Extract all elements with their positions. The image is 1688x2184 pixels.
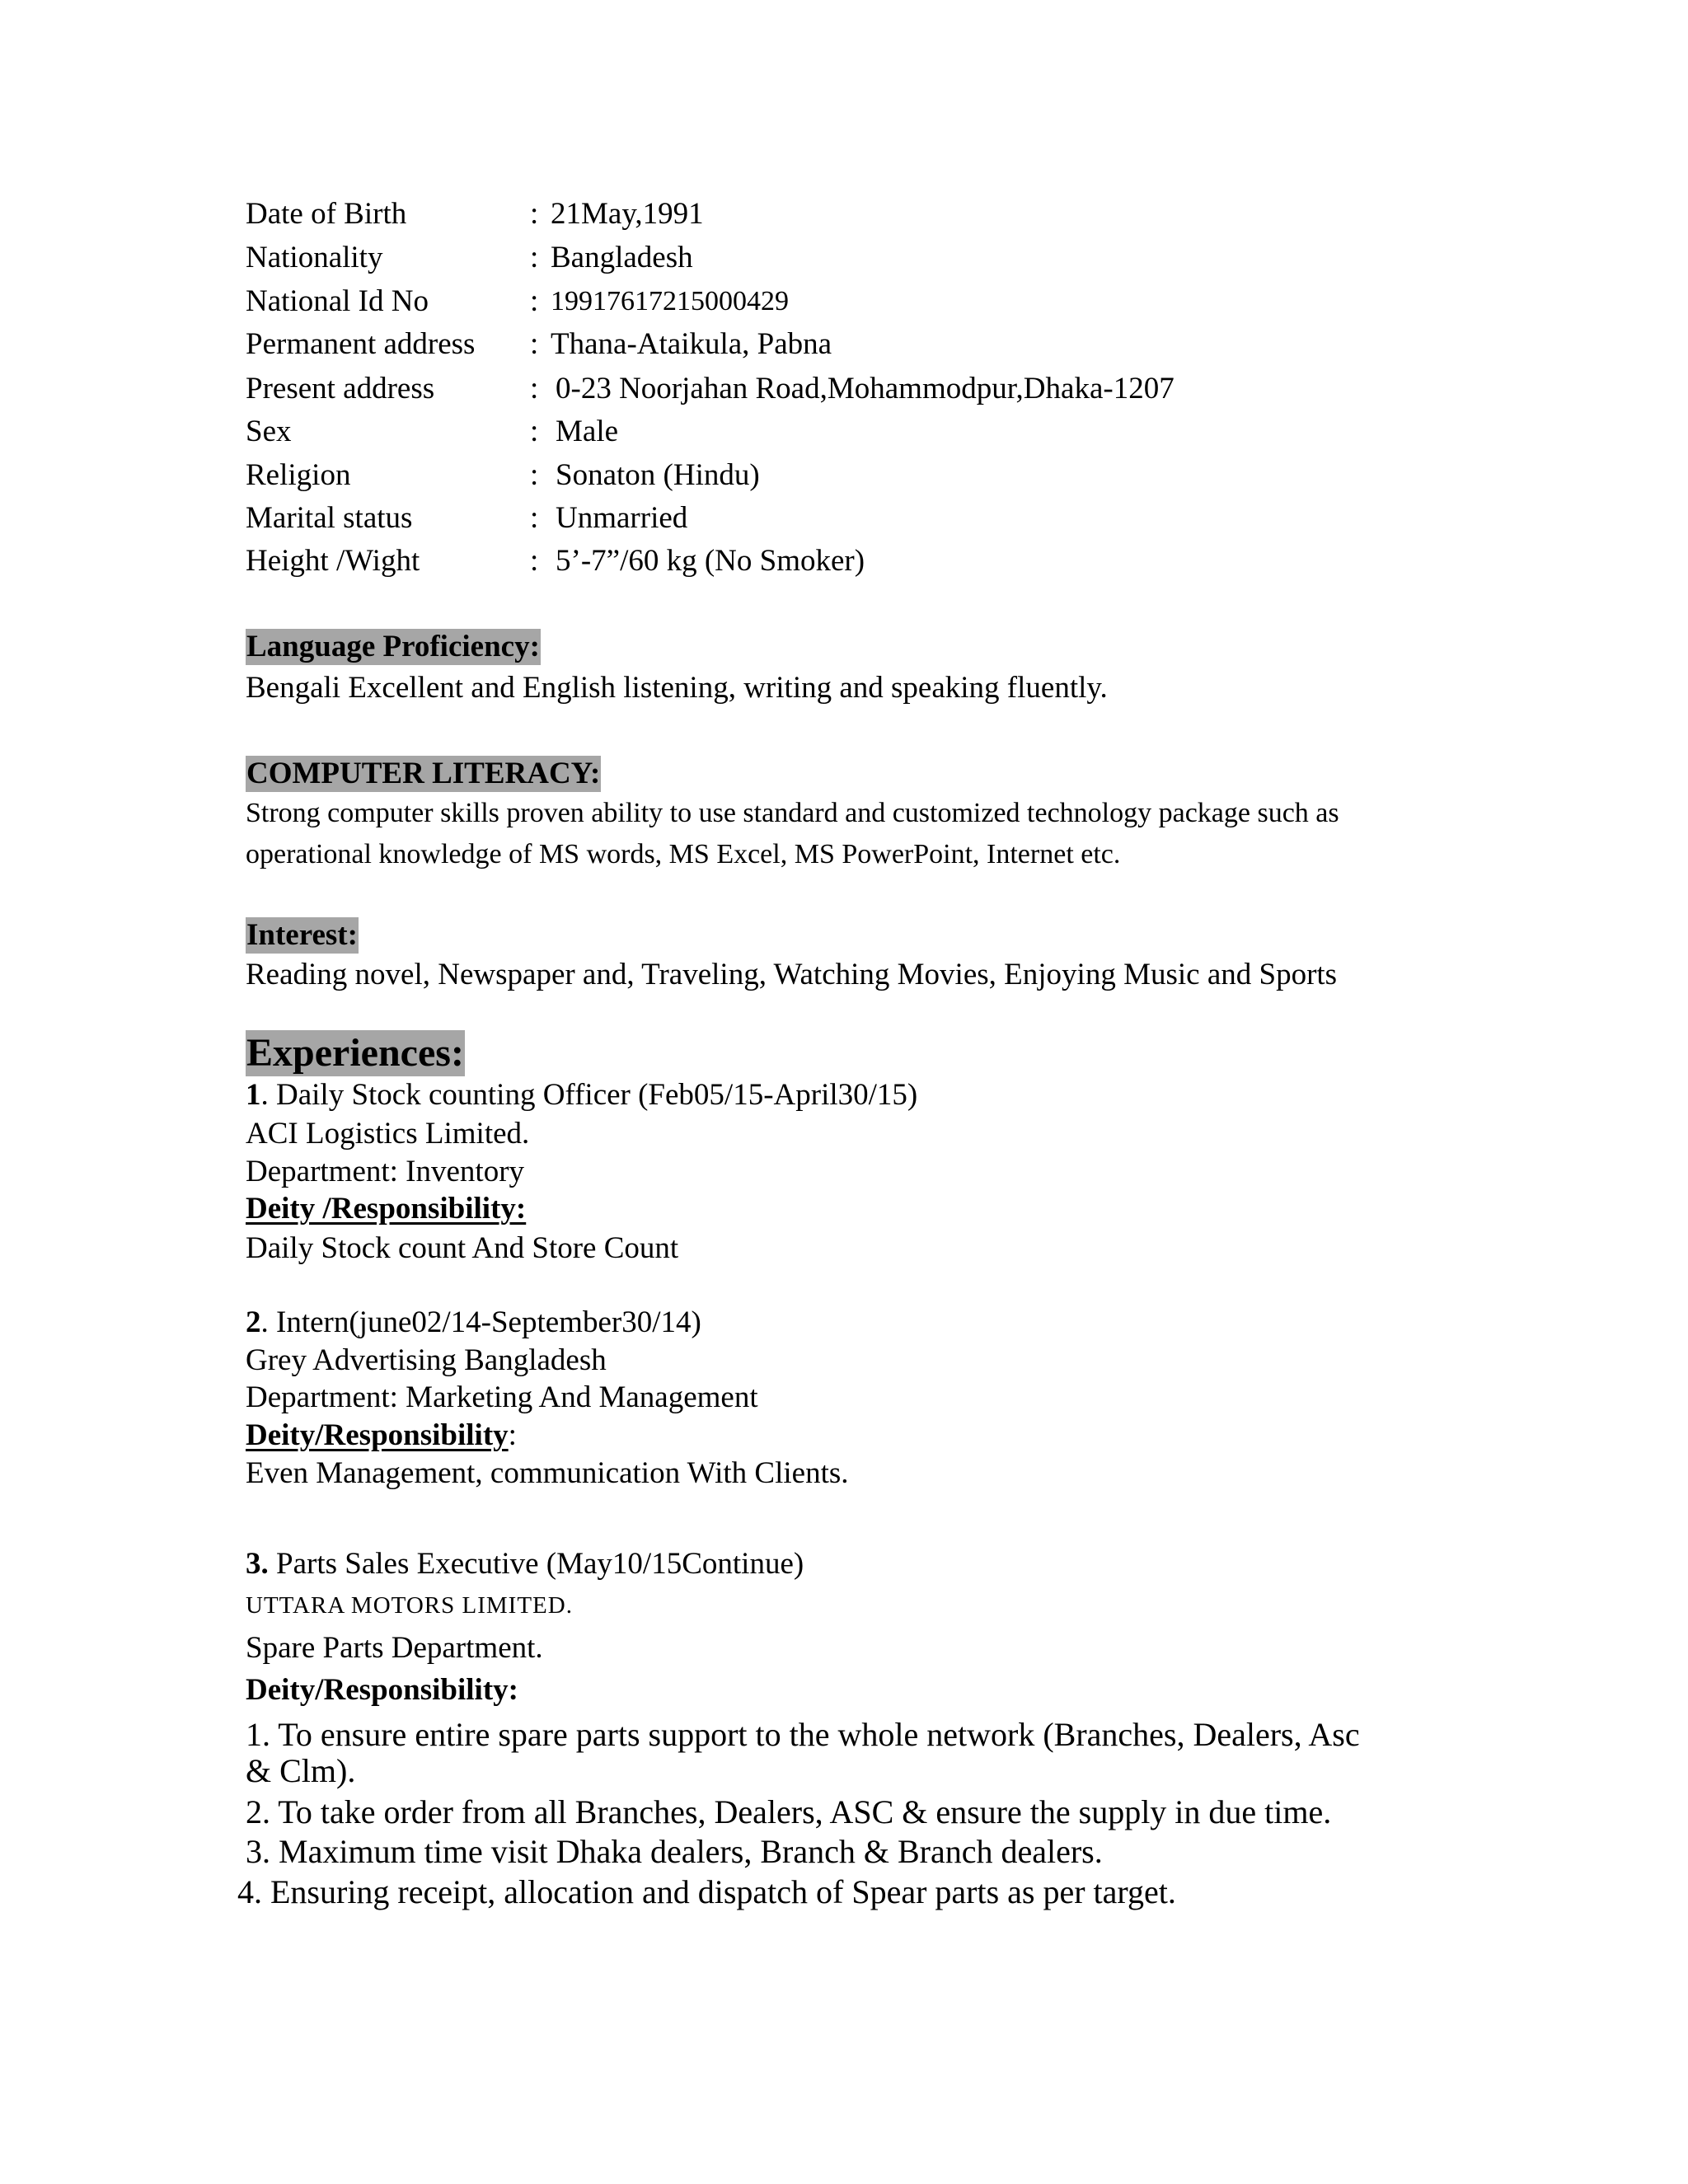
info-label: Date of Birth [246,197,407,231]
job-company: ACI Logistics Limited. [246,1117,530,1151]
language-heading: Language Proficiency: [246,630,540,663]
language-text: Bengali Excellent and English listening, writing and speaking fluently. [246,671,1108,705]
info-value: Unmarried [556,501,688,535]
info-colon: : [530,544,539,578]
job-number: 1 [246,1078,261,1112]
duty-item: 2. To take order from all Branches, Dealers, ASC & ensure the supply in due time. [246,1793,1332,1830]
job-company: Grey Advertising Bangladesh [246,1343,607,1377]
job-title-text: Parts Sales Executive (May10/15Continue) [268,1547,804,1581]
job-title [246,1545,804,1583]
job-responsibility-text: Even Management, communication With Clients. [246,1456,849,1490]
job-responsibility-label: Deity/Responsibility: [246,1673,518,1707]
job-department: Department: Inventory [246,1155,525,1188]
info-value: 19917617215000429 [551,286,789,316]
info-value: 5’-7”/60 kg (No Smoker) [556,544,865,578]
duty-item: & Clm). [246,1752,356,1789]
info-colon: : [530,327,539,361]
interest-text: Reading novel, Newspaper and, Traveling, Watching Movies, Enjoying Music and Sports [246,958,1338,991]
info-label: Permanent address [246,327,476,361]
info-colon: : [530,197,539,231]
job-department: Department: Marketing And Management [246,1380,758,1414]
info-label: Height /Wight [246,544,420,578]
info-value: 0-23 Noorjahan Road,Mohammodpur,Dhaka-1207 [556,372,1175,405]
info-value: Male [556,415,619,448]
job-title-text: . Intern(june02/14-September30/14) [260,1305,701,1339]
info-value: 21May,1991 [551,197,704,231]
info-colon: : [530,284,539,318]
job-title-text: . Daily Stock counting Officer (Feb05/15-April30/15) [260,1078,918,1112]
job-responsibility-text: Daily Stock count And Store Count [246,1231,679,1265]
responsibility-label-text: Deity/Responsibility [246,1418,509,1452]
info-label: Sex [246,415,292,448]
info-label: Marital status [246,501,413,535]
info-value: Bangladesh [551,241,693,274]
computer-heading: COMPUTER LITERACY: [246,757,601,790]
duty-item: 3. Maximum time visit Dhaka dealers, Branch & Branch dealers. [246,1833,1103,1870]
computer-text-line: Strong computer skills proven ability to use standard and customized technology package such as [246,798,1339,828]
info-colon: : [530,415,539,448]
info-label: Nationality [246,241,383,274]
experiences-heading: Experiences: [246,1031,464,1075]
duty-item: 4. Ensuring receipt, allocation and dispatch of Spear parts as per target. [237,1873,1176,1910]
info-label: National Id No [246,284,429,318]
responsibility-label-text: Deity /Responsibility: [246,1192,527,1226]
info-colon: : [530,501,539,535]
job-department: Spare Parts Department. [246,1631,543,1665]
responsibility-colon: : [508,1418,517,1452]
job-title [246,1304,701,1342]
info-label: Present address [246,372,435,405]
job-number: 2 [246,1305,261,1339]
info-colon: : [530,372,539,405]
job-company: UTTARA MOTORS LIMITED. [246,1592,573,1619]
interest-heading: Interest: [246,918,358,952]
info-value: Thana-Ataikula, Pabna [551,327,832,361]
info-colon: : [530,458,539,492]
job-responsibility-label [246,1417,517,1455]
duty-item: 1. To ensure entire spare parts support to the whole network (Branches, Dealers, Asc [246,1716,1360,1753]
info-colon: : [530,241,539,274]
job-number: 3. [246,1547,269,1581]
job-title [246,1076,917,1114]
info-label: Religion [246,458,351,492]
computer-text-line: operational knowledge of MS words, MS Excel, MS PowerPoint, Internet etc. [246,839,1121,869]
job-responsibility-label [246,1190,526,1228]
info-value: Sonaton (Hindu) [556,458,760,492]
